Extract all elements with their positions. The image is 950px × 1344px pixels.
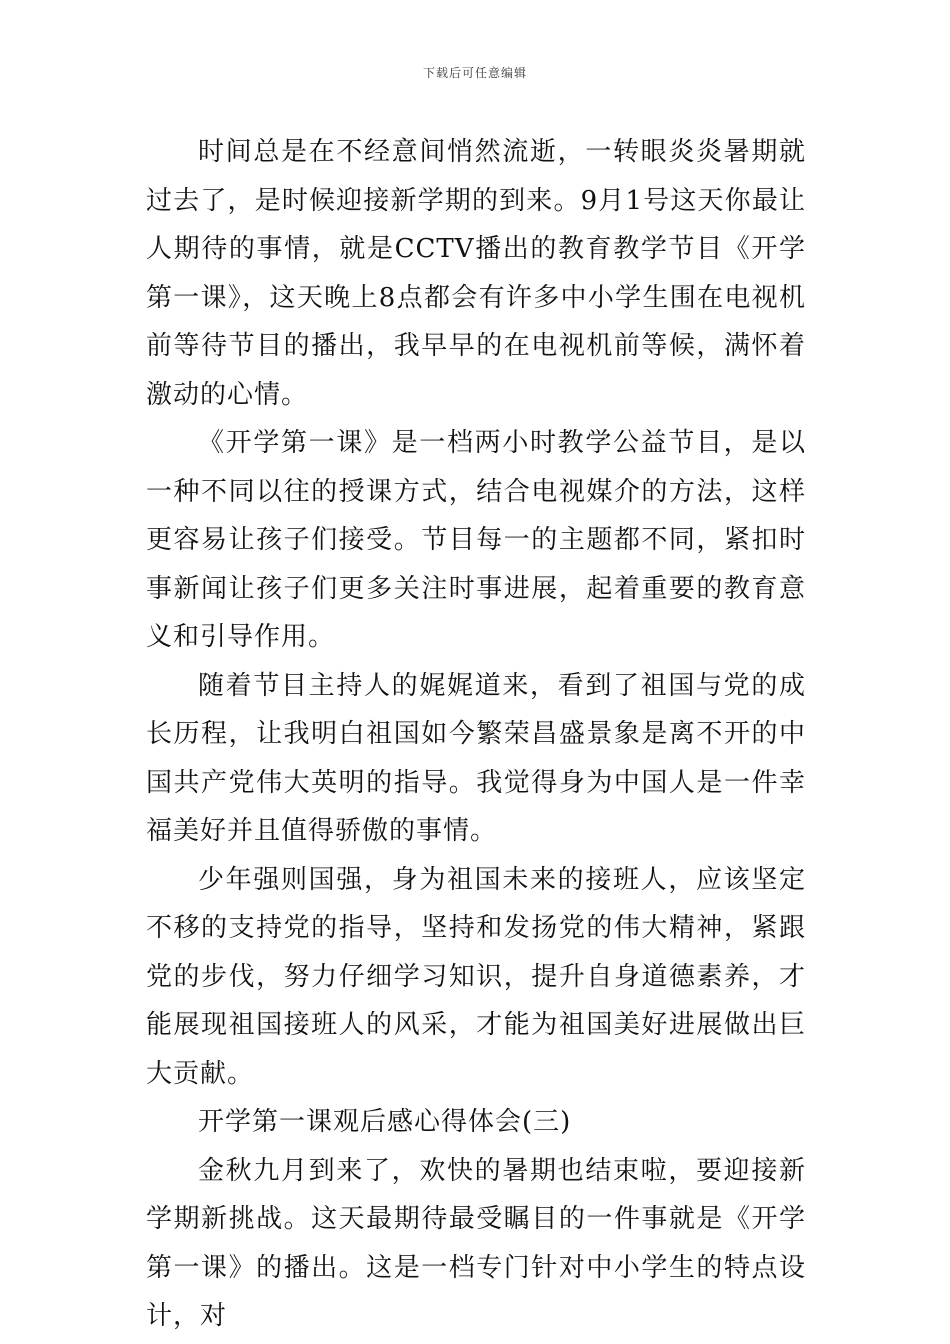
paragraph: 金秋九月到来了，欢快的暑期也结束啦，要迎接新学期新挑战。这天最期待最受瞩目的一件事就是《开学第一课》的播出。这是一档专门针对中小学生的特点设计，对 — [146, 1155, 806, 1331]
paragraph: 时间总是在不经意间悄然流逝，一转眼炎炎暑期就过去了，是时候迎接新学期的到来。9月1号这天你最让人期待的事情，就是CCTV播出的教育教学节目《开学第一课》，这天晚上8点都会有许多中小学生围在电视机前等待节目的播出，我早早的在电视机前等候，满怀着激动的心情。 — [146, 137, 806, 410]
header-note: 下载后可任意编辑 — [422, 66, 527, 80]
paragraph: 《开学第一课》是一档两小时教学公益节目，是以一种不同以往的授课方式，结合电视媒介的方法，这样更容易让孩子们接受。节目每一的主题都不同，紧扣时事新闻让孩子们更多关注时事进展，起着重要的教育意义和引导作用。 — [146, 428, 806, 652]
document-body — [146, 128, 806, 1341]
paragraph: 随着节目主持人的娓娓道来，看到了祖国与党的成长历程，让我明白祖国如今繁荣昌盛景象是离不开的中国共产党伟大英明的指导。我觉得身为中国人是一件幸福美好并且值得骄傲的事情。 — [146, 670, 806, 846]
section-title: 开学第一课观后感心得体会(三) — [198, 1107, 572, 1137]
paragraph: 少年强则国强，身为祖国未来的接班人，应该坚定不移的支持党的指导，坚持和发扬党的伟大精神，紧跟党的步伐，努力仔细学习知识，提升自身道德素养，才能展现祖国接班人的风采，才能为祖国美好进展做出巨大贡献。 — [146, 864, 806, 1089]
